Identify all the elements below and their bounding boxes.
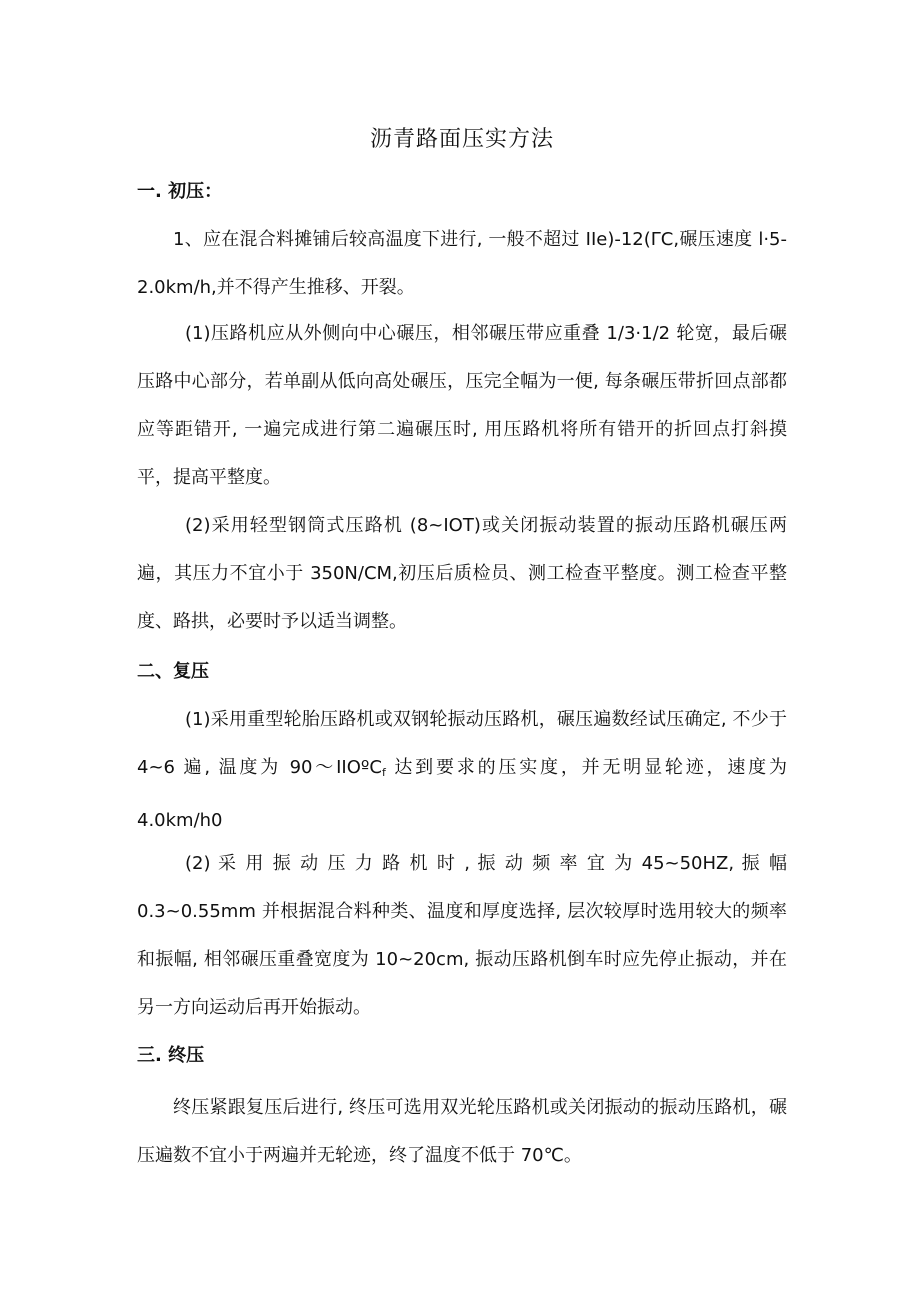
paragraph-initial-3 <box>137 502 787 646</box>
paragraph-text: (2) 采 用 振 动 压 力 路 机 时 , 振 动 频 率 宜 为 45~50HZ, 振 幅 0.3~0.55mm 并根据混合料种类、温度和厚度选择, 层次较厚时选用较大的频率和振幅, 相邻碾压重叠宽度为 10~20cm, 振动压路机倒车时应先停止振动，并在另一方向运动后再开始振动。 <box>137 853 787 1018</box>
paragraph-re-1 <box>137 696 787 845</box>
paragraph-initial-1 <box>137 216 787 312</box>
paragraph-final-1 <box>137 1084 787 1180</box>
paragraph-text: 1、应在混合料摊铺后较高温度下进行, 一般不超过 IIe)-12(ΓC,碾压速度 l·5-2.0km∕h,并不得产生推移、开裂。 <box>137 229 787 298</box>
section-heading-initial-compaction: 一. 初压： <box>137 181 223 202</box>
paragraph-text <box>137 696 787 845</box>
paragraph-text: 终压紧跟复压后进行, 终压可选用双光轮压路机或关闭振动的振动压路机，碾压遍数不宜小于两遍并无轮迹，终了温度不低于 70℃。 <box>137 1097 787 1166</box>
paragraph-text-part: (1)采用重型轮胎压路机或双钢轮振动压路机，碾压遍数经试压确定, 不少于 4~6 遍, 温度为 90～IIOºC <box>137 709 787 778</box>
document-title: 沥青路面压实方法 <box>369 127 554 152</box>
paragraph-re-2 <box>137 840 787 1032</box>
section-heading-final-compaction: 三. 终压 <box>137 1045 205 1066</box>
paragraph-text: (2)采用轻型钢筒式压路机 (8~IOT)或关闭振动装置的振动压路机碾压两遍，其压力不宜小于 350N/CM,初压后质检员、测工检查平整度。测工检查平整度、路拱，必要时予以适当调整。 <box>137 515 787 632</box>
subscript-text: f <box>381 766 386 779</box>
section-heading-re-compaction: 二、复压 <box>137 661 209 682</box>
paragraph-initial-2 <box>137 310 787 502</box>
paragraph-text: (1)压路机应从外侧向中心碾压，相邻碾压带应重叠 1∕3·1∕2 轮宽，最后碾压路中心部分，若单副从低向高处碾压，压完全幅为一便, 每条碾压带折回点部都应等距错开, 一遍完成进行第二遍碾压时, 用压路机将所有错开的折回点打斜摸平，提高平整度。 <box>137 323 787 488</box>
paragraph-text-part: 达到要求的压实度，并无明显轮迹，速度为 4.0km∕h0 <box>137 757 787 831</box>
